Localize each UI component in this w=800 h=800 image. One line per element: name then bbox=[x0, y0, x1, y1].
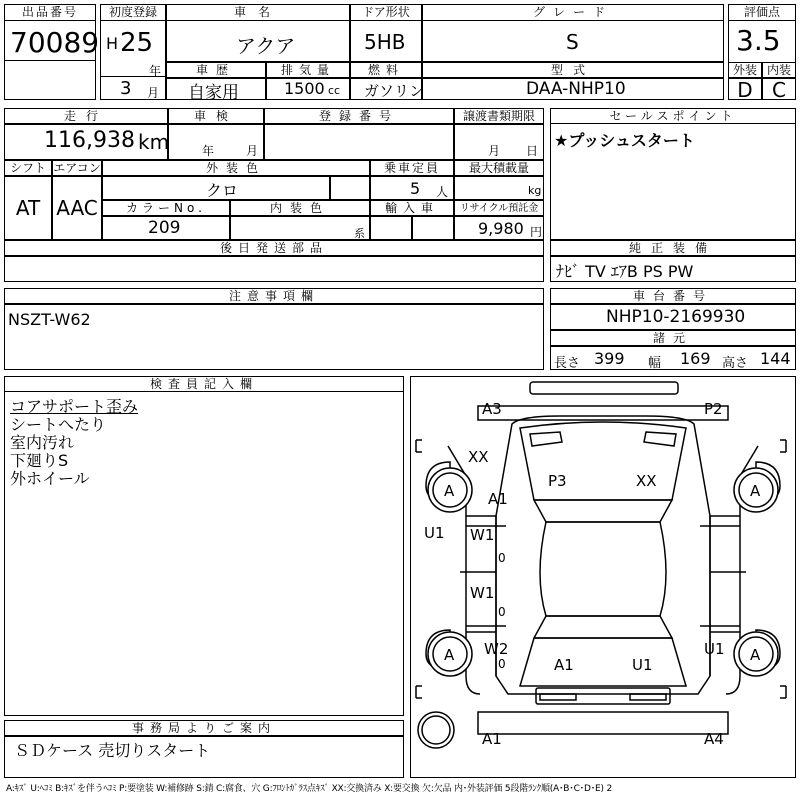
mileage: 116,938 bbox=[44, 128, 135, 153]
inspection-year-unit: 年 bbox=[202, 144, 215, 158]
month-unit: 月 bbox=[147, 86, 160, 100]
transfer-month-unit: 月 bbox=[488, 144, 501, 158]
length: 399 bbox=[594, 349, 625, 368]
score-label: 評価点 bbox=[728, 4, 796, 21]
mark-w1-lower: W1 bbox=[470, 584, 495, 602]
model: DAA-NHP10 bbox=[526, 79, 626, 99]
mark-u1-rear: U1 bbox=[632, 656, 653, 674]
model-label: 型式 bbox=[422, 62, 724, 78]
height: 144 bbox=[760, 349, 791, 368]
office-text: ＳＤケース 売切りスタート bbox=[14, 741, 211, 760]
ext-color-label: 外装色 bbox=[102, 160, 370, 176]
year-unit: 年 bbox=[149, 64, 162, 78]
mileage-unit: km bbox=[138, 130, 170, 154]
exterior-label: 外装 bbox=[728, 62, 762, 78]
lot-label: 出品番号 bbox=[4, 4, 96, 21]
import-cell-b bbox=[412, 216, 454, 240]
history-label: 車歴 bbox=[166, 62, 266, 78]
ext-color-extra bbox=[330, 176, 370, 200]
max-load-unit: kg bbox=[528, 184, 542, 197]
grade-label: グレード bbox=[422, 4, 724, 21]
mark-a4: A4 bbox=[704, 730, 724, 748]
fuel-label: 燃料 bbox=[350, 62, 422, 78]
color-no: 209 bbox=[148, 218, 181, 238]
mark-a-front-left: A bbox=[444, 482, 455, 500]
int-color-label: 内装色 bbox=[230, 200, 370, 216]
import-label: 輸入車 bbox=[370, 200, 454, 216]
inspector-line: 室内汚れ bbox=[10, 433, 75, 452]
mark-a1-bottom: A1 bbox=[482, 730, 502, 748]
inspector-line: コアサポート歪み bbox=[10, 397, 139, 416]
ext-color: クロ bbox=[206, 181, 239, 200]
import-cell-a bbox=[370, 216, 412, 240]
capacity-label: 乗車定員 bbox=[370, 160, 454, 176]
history: 自家用 bbox=[188, 83, 239, 103]
ac: AAC bbox=[56, 196, 98, 220]
reg-no-label: 登録番号 bbox=[264, 108, 454, 124]
mark-zero: 0 bbox=[498, 605, 506, 619]
reg-no-cell bbox=[264, 124, 454, 160]
lot-number: 70089 bbox=[10, 26, 100, 59]
equipment: ﾅﾋﾞ TV ｴｱB PS PW bbox=[556, 262, 694, 281]
inspector-line: シートへたり bbox=[10, 415, 107, 434]
mark-xx-left: XX bbox=[468, 448, 489, 466]
mark-zero: 0 bbox=[498, 657, 506, 671]
transfer-day-unit: 日 bbox=[526, 144, 539, 158]
inspector-label: 検査員記入欄 bbox=[4, 376, 404, 392]
mark-w2: W2 bbox=[484, 640, 509, 658]
mark-p3: P3 bbox=[548, 472, 567, 490]
recycle-unit: 円 bbox=[530, 225, 543, 239]
displacement: 1500 bbox=[284, 79, 325, 98]
interior-label: 内装 bbox=[762, 62, 796, 78]
capacity: 5 bbox=[410, 179, 421, 198]
first-reg-label: 初度登録 bbox=[100, 4, 166, 21]
selling-point: ★プッシュスタート bbox=[554, 131, 695, 150]
recycle-label: リサイクル預託金 bbox=[454, 200, 544, 216]
int-color-unit: 系 bbox=[354, 227, 365, 240]
length-label: 長さ bbox=[554, 356, 581, 371]
recycle: 9,980 bbox=[478, 219, 524, 238]
office-label: 事務局よりご案内 bbox=[4, 720, 404, 736]
score: 3.5 bbox=[736, 24, 781, 57]
mark-a1-front: A1 bbox=[488, 490, 508, 508]
selling-label: セールスポイント bbox=[550, 108, 796, 124]
mark-u1-right: U1 bbox=[704, 640, 725, 658]
mark-zero: 0 bbox=[498, 551, 506, 565]
mark-a3: A3 bbox=[482, 400, 502, 418]
inspector-line: 下廻りS bbox=[10, 451, 69, 470]
reg-year: 25 bbox=[120, 28, 154, 58]
notes-label: 注意事項欄 bbox=[4, 288, 544, 304]
door-type: 5HB bbox=[364, 30, 406, 54]
era: H bbox=[106, 34, 119, 53]
mark-u1-left: U1 bbox=[424, 524, 445, 542]
fuel: ガソリン bbox=[364, 82, 425, 100]
inspector-line: 外ホイール bbox=[10, 469, 90, 488]
exterior-rank: D bbox=[737, 78, 753, 102]
car-diagram bbox=[410, 376, 796, 778]
notes-text: NSZT-W62 bbox=[8, 310, 91, 329]
dims-label: 諸元 bbox=[550, 330, 796, 346]
capacity-unit: 人 bbox=[436, 185, 449, 199]
mark-a1-rear: A1 bbox=[554, 656, 574, 674]
color-no-label: カラーNo. bbox=[102, 200, 230, 216]
mark-p2: P2 bbox=[704, 400, 723, 418]
later-parts-label: 後日発送部品 bbox=[4, 240, 544, 256]
equipment-label: 純正装備 bbox=[550, 240, 796, 256]
car-name: アクア bbox=[236, 34, 296, 58]
legend: A:ｷｽﾞ U:ﾍｺﾐ B:ｷｽﾞを伴うﾍｺﾐ P:要塗装 W:補修跡 S:錆 C:腐食、穴 G:ﾌﾛﾝﾄｶﾞﾗｽ点ｷｽﾞ XX:交換済み X:要交換 欠:欠品 内･外装評価 5段階ﾗﾝｸ順(A･B･C･D･E) 2 bbox=[6, 784, 612, 794]
mark-a-rear-right: A bbox=[750, 646, 761, 664]
width: 169 bbox=[680, 349, 711, 368]
displacement-unit: cc bbox=[328, 84, 341, 97]
door-label: ドア形状 bbox=[350, 4, 422, 21]
width-label: 幅 bbox=[648, 356, 662, 371]
mark-xx-right: XX bbox=[636, 472, 657, 490]
int-color-cell bbox=[230, 216, 370, 240]
height-label: 高さ bbox=[722, 356, 749, 371]
inspection-label: 車検 bbox=[168, 108, 264, 124]
transfer-label: 譲渡書類期限 bbox=[454, 108, 544, 124]
mark-a-rear-left: A bbox=[444, 646, 455, 664]
car-name-label: 車名 bbox=[166, 4, 350, 21]
shift-label: シフト bbox=[4, 160, 52, 176]
grade: S bbox=[566, 30, 579, 54]
ac-label: エアコン bbox=[53, 161, 101, 175]
mark-w1-upper: W1 bbox=[470, 526, 495, 544]
chassis: NHP10-2169930 bbox=[606, 307, 746, 327]
lot-lower bbox=[4, 60, 96, 100]
inspection-month-unit: 月 bbox=[246, 144, 259, 158]
shift: AT bbox=[15, 196, 41, 220]
displacement-label: 排気量 bbox=[266, 62, 350, 78]
chassis-label: 車台番号 bbox=[550, 288, 796, 304]
interior-rank: C bbox=[772, 78, 786, 102]
reg-month: 3 bbox=[120, 78, 132, 99]
max-load-label: 最大積載量 bbox=[454, 160, 544, 176]
mark-a-front-right: A bbox=[750, 482, 761, 500]
later-parts-cell bbox=[4, 256, 544, 282]
mileage-label: 走行 bbox=[4, 108, 168, 124]
